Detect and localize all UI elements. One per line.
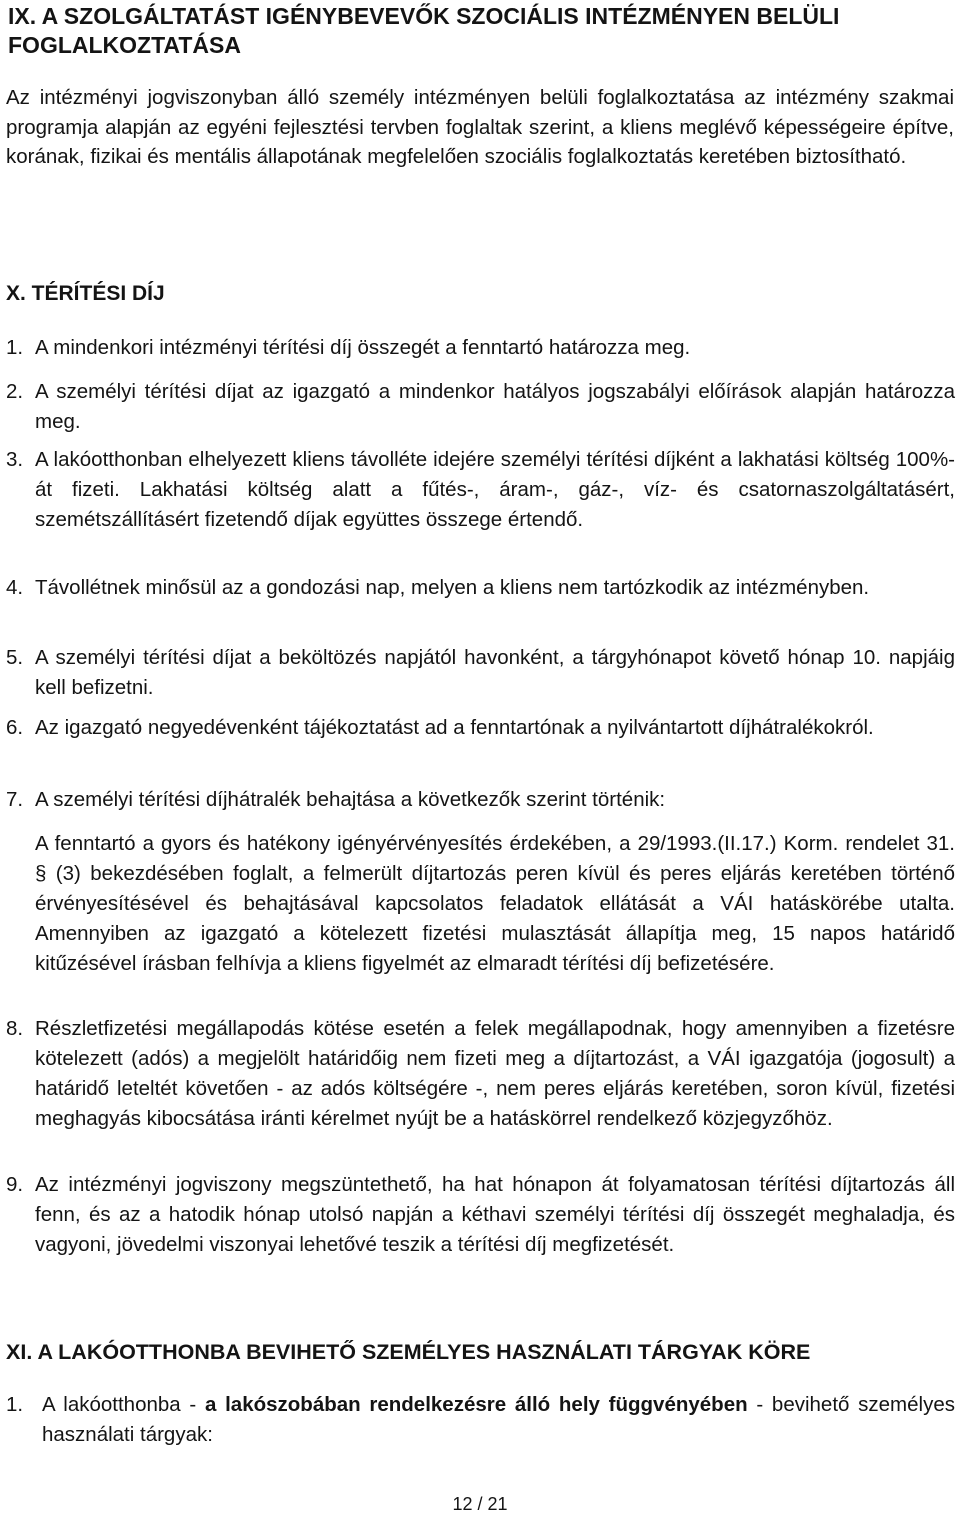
list-item-text: A lakóotthonban elhelyezett kliens távolléte idejére személyi térítési díjként a lakhatási költség 100%-át fizeti. Lakhatási költség alatt a fűtés-, áram-, gáz-, víz- és csatornaszolgáltatásért, szemétszállításért fizetendő díjak együttes összege értendő. [35,448,955,531]
list-item-text: Távollétnek minősül az a gondozási nap, melyen a kliens nem tartózkodik az intézményben. [35,576,870,599]
list-item-number: 7. [6,788,24,811]
list-item-text-bold: a lakószobában rendelkezésre álló hely függvényében [204,1393,748,1416]
list-item-number: 2. [6,380,24,403]
list-item-text-start: A lakóotthonba - [42,1393,205,1416]
list-item-continuation: A fenntartó a gyors és hatékony igényérvényesítés érdekében, a 29/1993.(II.17.) Korm. rendelet 31. § (3) bekezdésében foglalt, a felmerült díjtartozás peren kívül és peres eljárás keretében történő érvényesítésével és behajtásával kapcsolatos feladatok ellátását a VÁI hatáskörébe utalta. Amennyiben az igazgató a kötelezett fizetési mulasztását állapítja meg, 15 napos határidő kitűzésével írásban felhívja a kliens figyelmét az elmaradt térítési díj befizetésére. [35,832,955,975]
list-item-number: 5. [6,646,24,669]
section-xi-heading: XI. A LAKÓOTTHONBA BEVIHETŐ SZEMÉLYES HASZNÁLATI TÁRGYAK KÖRE [6,1340,811,1364]
list-item-number: 9. [6,1173,24,1196]
list-item-number: 1. [6,1393,24,1416]
section-ix-paragraph: Az intézményi jogviszonyban álló személy intézményen belüli foglalkoztatása az intézmény szakmai programja alapján az egyéni fejlesztési tervben foglaltak szerint, a kliens meglévő képességeire építve, korának, fizikai és mentális állapotának megfelelően szociális foglalkoztatás keretében biztosítható. [6,86,954,168]
list-item-text: Részletfizetési megállapodás kötése esetén a felek megállapodnak, hogy amennyiben a fizetésre kötelezett (adós) a megjelölt határidőig nem fizeti meg a díjtartozást, a VÁI igazgatója (jogosult) a határidő leteltét követően - az adós költségére -, nem peres eljárás keretében, soron kívül, fizetési meghagyás kibocsátása iránti kérelmet nyújt be a hatáskörrel rendelkező közjegyzőhöz. [35,1017,955,1130]
list-item-text: A mindenkori intézményi térítési díj összegét a fenntartó határozza meg. [35,336,691,359]
list-item-text: Az igazgató negyedévenként tájékoztatást ad a fenntartónak a nyilvántartott díjhátralékokról. [35,716,874,739]
list-item-text [42,1390,955,1450]
list-item-number: 4. [6,576,24,599]
list-item-text: A személyi térítési díjat a beköltözés napjától havonként, a tárgyhónapot követő hónap 10. napjáig kell befizetni. [35,646,955,699]
list-item-number: 1. [6,336,24,359]
list-item-number: 6. [6,716,24,739]
list-item-text: A személyi térítési díjhátralék behajtása a következők szerint történik: [35,788,666,811]
list-item-number: 3. [6,448,24,471]
list-item-text-end: - bevihető személyes használati tárgyak: [42,1393,955,1446]
section-x-heading: X. TÉRÍTÉSI DÍJ [6,282,165,305]
list-item-number: 8. [6,1017,24,1040]
list-item-text: Az intézményi jogviszony megszüntethető, ha hat hónapon át folyamatosan térítési díjtartozás áll fenn, és az a hatodik hónap utolsó napján a kéthavi személyi térítési díj összegét meghaladja, és vagyoni, jövedelmi viszonyai lehetővé teszik a térítési díj megfizetését. [35,1173,955,1256]
page-number: 12 / 21 [452,1494,508,1514]
list-item-text: A személyi térítési díjat az igazgató a mindenkor hatályos jogszabályi előírások alapján határozza meg. [35,380,955,433]
section-ix-heading: IX. A SZOLGÁLTATÁST IGÉNYBEVEVŐK SZOCIÁLIS INTÉZMÉNYEN BELÜLI FOGLALKOZTATÁSA [8,3,840,58]
